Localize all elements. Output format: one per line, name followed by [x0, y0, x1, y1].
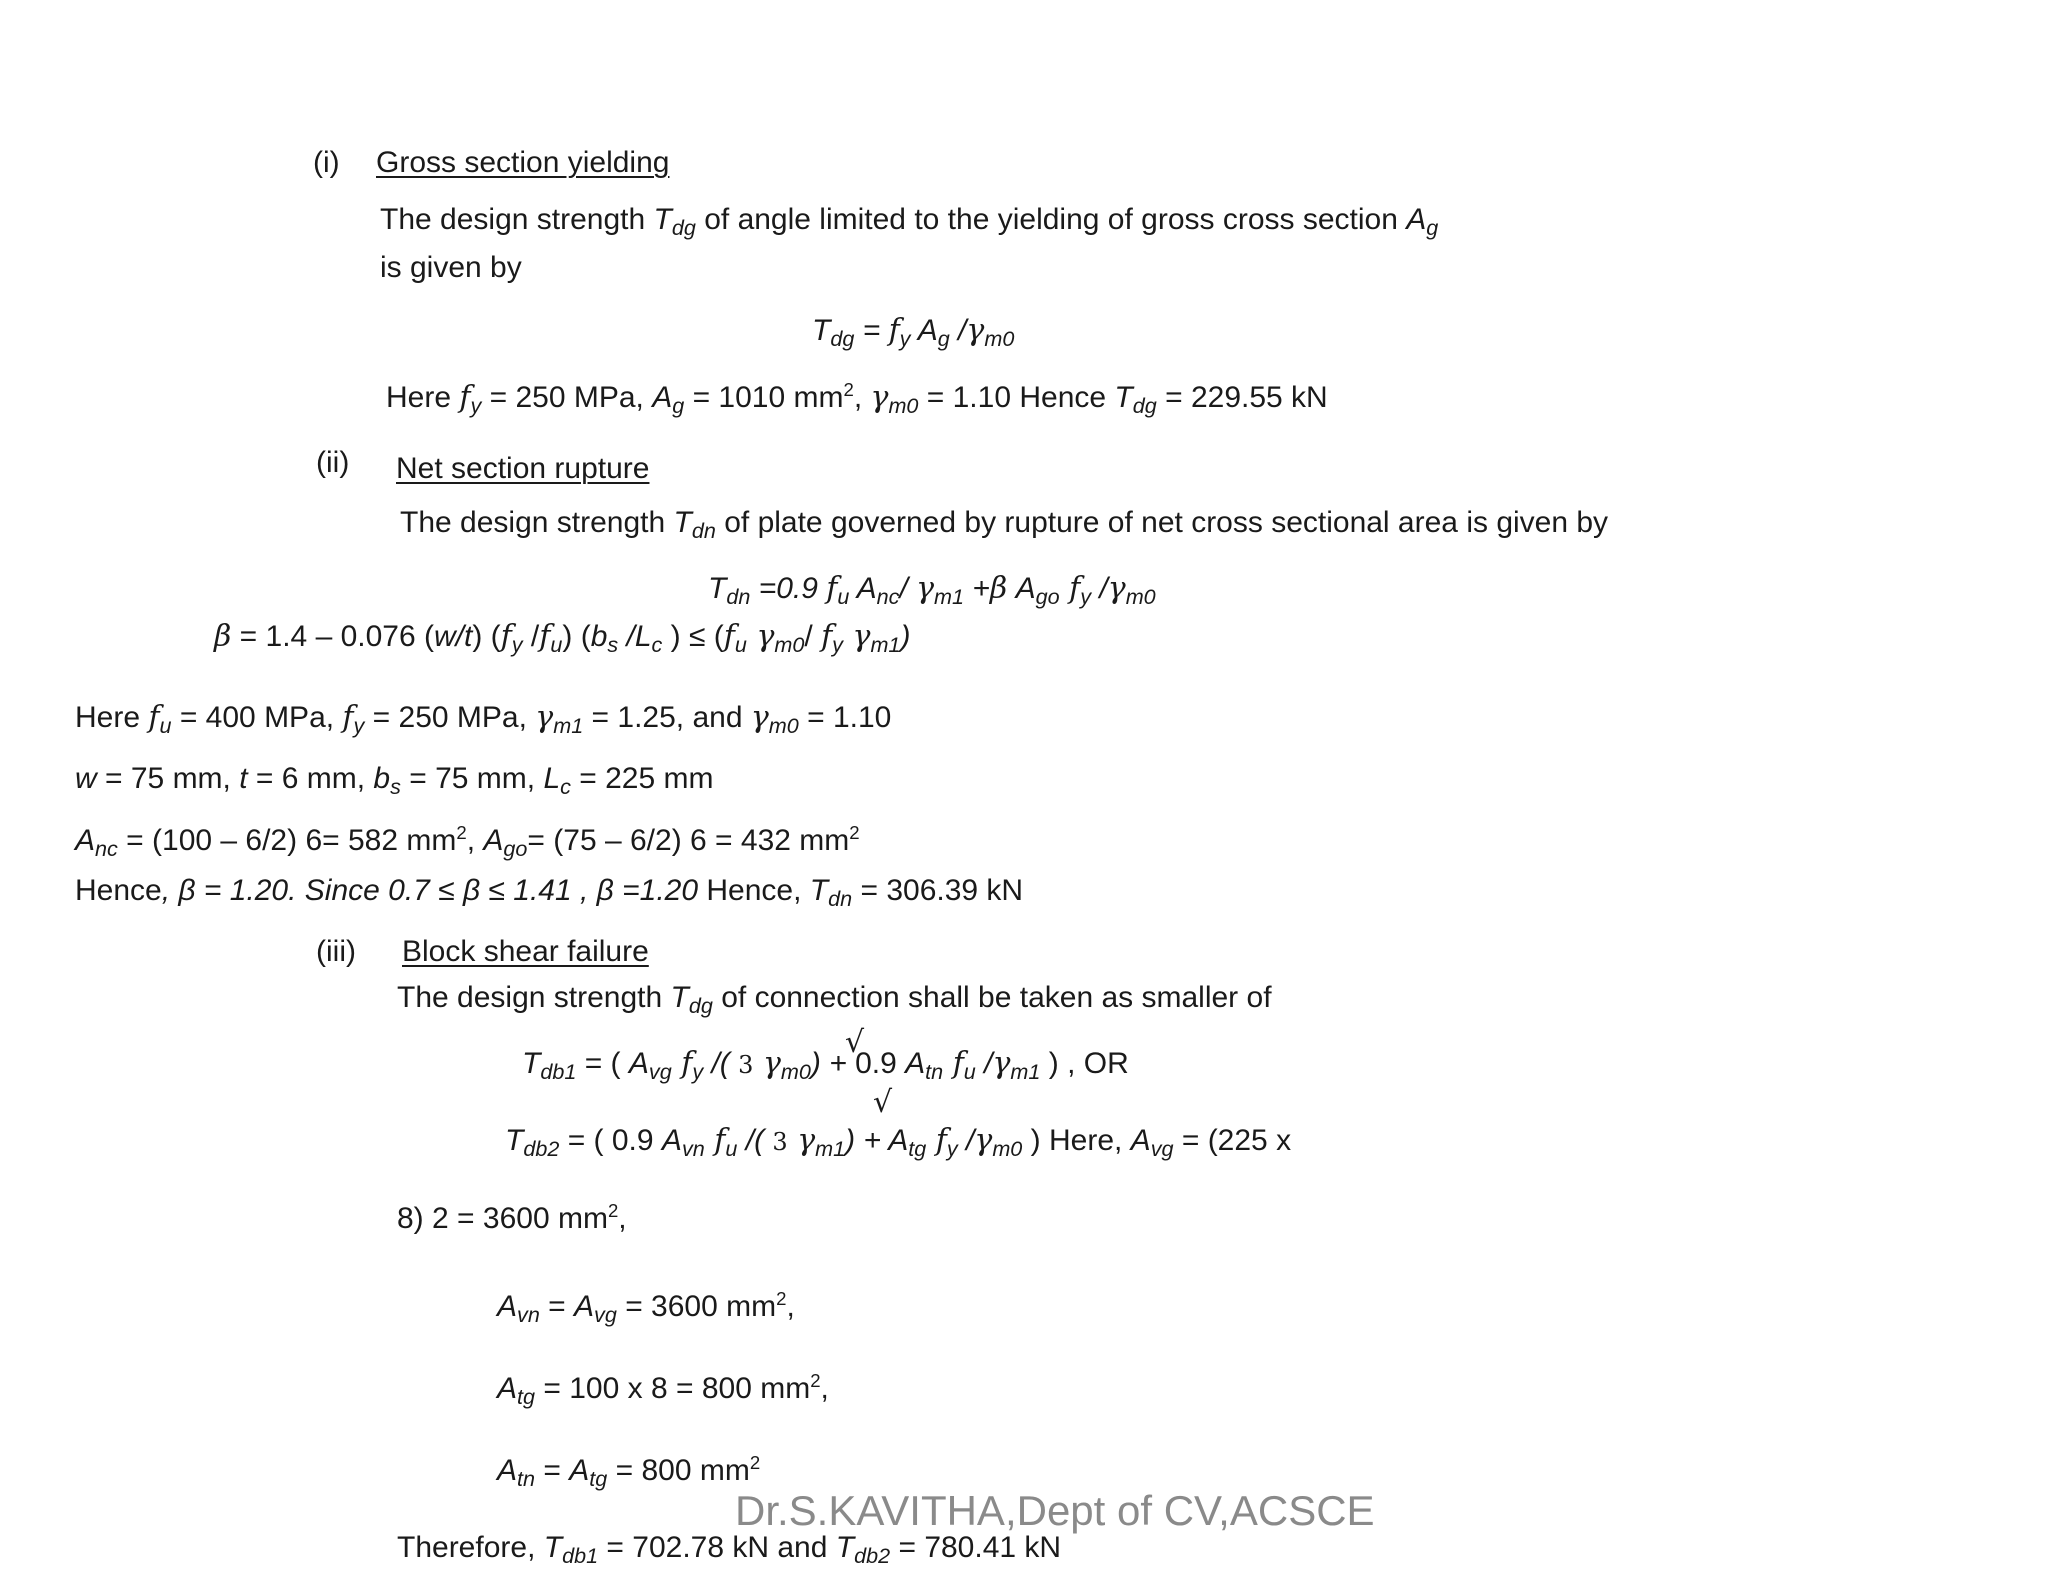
sup: 2 — [843, 378, 854, 400]
paragraph-line — [400, 506, 1609, 544]
text: = 6 mm, — [247, 762, 374, 795]
sym: γ — [966, 313, 985, 348]
sym: T — [835, 1531, 855, 1564]
sub: s — [390, 774, 401, 800]
text: = 1.4 – 0.076 ( — [231, 620, 434, 653]
sym: A — [497, 1454, 518, 1487]
sub: y — [946, 1136, 958, 1162]
text: , — [786, 1290, 795, 1323]
sym: T — [505, 1124, 524, 1157]
sub: dg — [688, 993, 713, 1019]
text: = 702.78 kN and — [598, 1531, 836, 1564]
sub: vg — [648, 1059, 672, 1085]
text: , — [820, 1372, 829, 1405]
text: = 100 x 8 = 800 mm — [535, 1372, 811, 1405]
sym: T — [1114, 381, 1133, 414]
sub: db2 — [523, 1136, 560, 1162]
sub: y — [353, 713, 365, 739]
sub: m1 — [815, 1136, 846, 1162]
sub: g — [672, 393, 685, 419]
sym: γ — [746, 619, 775, 654]
text: = 229.55 kN — [1156, 381, 1328, 414]
sub: m1 — [1010, 1059, 1041, 1085]
sym: f — [926, 1123, 947, 1158]
text: Hence, — [698, 874, 810, 907]
sub: tn — [517, 1466, 536, 1492]
text: The design strength — [400, 506, 674, 539]
footer-author: Dr.S.KAVITHA,Dept of CV,ACSCE — [735, 1487, 1375, 1534]
sym: A — [574, 1290, 595, 1323]
sub: go — [503, 836, 528, 862]
text: + — [964, 572, 990, 605]
text: , — [853, 381, 871, 414]
sym: γ — [535, 700, 554, 735]
sup: 2 — [749, 1451, 761, 1473]
sym: f — [539, 619, 551, 654]
sym: A — [888, 1124, 909, 1157]
sqrt-symbol: √ — [873, 1085, 893, 1120]
sym: b — [590, 620, 608, 653]
symbol-tdg — [670, 981, 713, 1019]
sym: T — [670, 981, 689, 1014]
sym: f — [1059, 571, 1081, 606]
text: 8) 2 = 3600 mm — [397, 1202, 608, 1235]
section-heading-net-rupture: Net section rupture — [396, 452, 650, 485]
paragraph-line — [397, 981, 1272, 1019]
text: / — [957, 1124, 975, 1157]
sub: s — [607, 632, 619, 658]
sym: A — [497, 1290, 518, 1323]
formula-tdg — [812, 313, 1015, 352]
formula-tdn — [708, 571, 1156, 610]
text: , — [618, 1202, 627, 1235]
sub: dg — [830, 326, 855, 352]
sub: y — [899, 326, 911, 352]
sub: go — [1035, 584, 1060, 610]
sqrt-symbol: √ — [845, 1025, 865, 1060]
text: Therefore, — [397, 1531, 544, 1564]
sym: T — [673, 506, 692, 539]
text: =0.9 — [750, 572, 827, 605]
text: of angle limited to the yielding of gross cross section — [695, 203, 1407, 236]
sym: T — [543, 1531, 563, 1564]
area-line — [75, 821, 860, 862]
sub: m1 — [870, 632, 901, 658]
text: Here — [75, 701, 149, 734]
sub: u — [725, 1136, 738, 1162]
sub: g — [1426, 215, 1439, 241]
sym: f — [723, 619, 735, 654]
sym: γ — [992, 1046, 1011, 1081]
text: = — [535, 1454, 570, 1487]
sub: vg — [1150, 1136, 1174, 1162]
sym: w — [75, 762, 97, 795]
text: = (100 – 6/2) 6= 582 mm — [117, 824, 457, 857]
sub: m0 — [774, 632, 805, 658]
sym: A — [1007, 572, 1036, 605]
text: ) — [900, 620, 911, 653]
section-number-iii: (iii) — [316, 935, 356, 968]
sub: u — [550, 632, 563, 658]
calc-line — [397, 1199, 627, 1235]
text: = 800 mm — [607, 1454, 750, 1487]
text: = 1010 mm — [684, 381, 844, 414]
sub: g — [937, 326, 950, 352]
sup: 2 — [849, 821, 860, 843]
sym: A — [849, 572, 877, 605]
sup: 2 — [776, 1287, 787, 1309]
text: = 1.10 Hence — [918, 381, 1115, 414]
sub: dn — [828, 886, 853, 912]
sub: db1 — [562, 1543, 599, 1569]
sym: f — [943, 1046, 964, 1081]
sub: vg — [594, 1302, 617, 1328]
text: = 1.10 — [798, 701, 892, 734]
formula-tdb1 — [522, 1046, 1129, 1085]
sub: tg — [908, 1136, 927, 1162]
sub: db1 — [540, 1059, 577, 1085]
radicand: 3 — [772, 1128, 788, 1156]
sub: y — [692, 1059, 704, 1085]
result-line-iii — [397, 1531, 1062, 1569]
sub: m1 — [553, 713, 584, 739]
sym: T — [522, 1047, 541, 1080]
sym: f — [821, 619, 833, 654]
sub: u — [159, 713, 172, 739]
sym: γ — [750, 700, 769, 735]
sub: dg — [671, 215, 696, 241]
sym: γ — [753, 1046, 781, 1081]
paragraph-line: is given by — [380, 251, 522, 284]
sym: f — [671, 1046, 693, 1081]
sym: T — [809, 874, 829, 907]
sym: γ — [787, 1123, 816, 1158]
sub: nc — [95, 836, 118, 862]
text: = 3600 mm — [616, 1290, 777, 1323]
formula-beta — [214, 619, 911, 658]
text: /( — [737, 1124, 773, 1157]
text: The design strength — [380, 203, 654, 236]
paragraph-line — [380, 203, 1439, 241]
section-number-i: (i) — [313, 146, 340, 179]
text: = (225 x — [1173, 1124, 1292, 1157]
sub: dg — [1132, 393, 1157, 419]
sym: A — [661, 1124, 682, 1157]
text: / — [899, 572, 917, 605]
sub: m1 — [934, 584, 965, 610]
sup: 2 — [810, 1369, 821, 1391]
text: ) ( — [472, 620, 501, 653]
text: The design strength — [397, 981, 671, 1014]
formula-tdb2 — [505, 1123, 1292, 1162]
sym: f — [148, 700, 160, 735]
text: = 400 MPa, — [171, 701, 343, 734]
sup: 2 — [607, 1199, 619, 1221]
sub: y — [1080, 584, 1092, 610]
sub: u — [734, 632, 747, 658]
text: = ( 0.9 — [559, 1124, 662, 1157]
sub: m0 — [1125, 584, 1156, 610]
sym: A — [628, 1047, 649, 1080]
sym: f — [459, 380, 471, 415]
sub: y — [470, 393, 482, 419]
sym: f — [888, 313, 900, 348]
sub: c — [560, 774, 571, 800]
text: ) Here, — [1022, 1124, 1131, 1157]
calc-line-atg — [497, 1369, 829, 1410]
sym: f — [704, 1123, 726, 1158]
text: , — [466, 824, 484, 857]
sym: A — [905, 1047, 926, 1080]
sub: c — [651, 632, 663, 658]
sym: f — [826, 571, 838, 606]
given-values-i — [386, 378, 1328, 419]
text: ) + — [810, 1047, 856, 1080]
text: = 250 MPa, — [481, 381, 653, 414]
text: / — [1091, 572, 1108, 605]
sym: A — [75, 824, 96, 857]
section-heading-gross-yielding: Gross section yielding — [376, 146, 670, 179]
sub: u — [837, 584, 850, 610]
text: = — [539, 1290, 575, 1323]
sym: γ — [916, 571, 935, 606]
sub: tg — [517, 1384, 536, 1410]
text: = 1.25, and — [583, 701, 751, 734]
sup: 2 — [456, 821, 467, 843]
text: of connection shall be taken as smaller of — [712, 981, 1272, 1014]
section-number-ii: (ii) — [316, 446, 350, 479]
sub: m0 — [768, 713, 799, 739]
sym: t — [239, 762, 248, 795]
calc-line-atn — [497, 1451, 761, 1492]
symbol-ag — [1406, 203, 1439, 241]
sym: γ — [974, 1123, 993, 1158]
sym: T — [708, 572, 727, 605]
text: Hence — [75, 874, 162, 907]
text: of plate governed by rupture of net cross sectional area is given by — [715, 506, 1609, 539]
sym: f — [342, 700, 354, 735]
text: / — [949, 314, 967, 347]
result-line-ii — [75, 874, 1024, 912]
text: = 306.39 kN — [852, 874, 1024, 907]
text: ) , OR — [1040, 1047, 1129, 1080]
sub: m0 — [984, 326, 1015, 352]
text: / — [804, 620, 822, 653]
text: = (75 – 6/2) 6 = 432 mm — [527, 824, 850, 857]
sym: γ — [870, 380, 889, 415]
text: = 225 mm — [570, 762, 714, 795]
sym: γ — [842, 619, 871, 654]
symbol-tdn — [673, 506, 716, 544]
sym: γ — [1107, 571, 1126, 606]
sym: A — [1406, 203, 1427, 236]
calc-line-avn — [497, 1287, 795, 1328]
sub: dn — [691, 518, 716, 544]
sub: u — [963, 1059, 976, 1085]
text: ) ≤ ( — [662, 620, 724, 653]
sym: f — [500, 619, 512, 654]
text: = 250 MPa, — [364, 701, 536, 734]
sym: b — [373, 762, 391, 795]
sub: nc — [876, 584, 900, 610]
sub: vn — [681, 1136, 705, 1162]
text: = ( — [576, 1047, 629, 1080]
text: = 75 mm, — [96, 762, 240, 795]
sub: m0 — [780, 1059, 811, 1085]
text: / — [975, 1047, 993, 1080]
text: ) ( — [562, 620, 591, 653]
sub: vn — [517, 1302, 540, 1328]
sym: A — [569, 1454, 590, 1487]
text: Here — [386, 381, 460, 414]
radicand: 3 — [738, 1051, 754, 1079]
sym: A — [1130, 1124, 1151, 1157]
sub: db2 — [854, 1543, 891, 1569]
sub: dn — [726, 584, 751, 610]
sym: w/t — [434, 620, 473, 653]
section-heading-block-shear: Block shear failure — [402, 935, 649, 968]
sub: m0 — [888, 393, 919, 419]
sub: tn — [925, 1059, 944, 1085]
text: /( — [703, 1047, 739, 1080]
text: = — [854, 314, 889, 347]
symbol-tdg — [653, 203, 696, 241]
sub: y — [832, 632, 843, 658]
sym: A — [910, 314, 938, 347]
sym: A — [497, 1372, 518, 1405]
given-values-ii — [75, 700, 892, 739]
sym: /L — [618, 620, 652, 653]
sym: β — [214, 619, 232, 654]
sub: m0 — [992, 1136, 1023, 1162]
text: ) + — [845, 1124, 889, 1157]
text: / — [522, 620, 540, 653]
sym: T — [653, 203, 672, 236]
sym: T — [812, 314, 831, 347]
sym: A — [483, 824, 504, 857]
sym: L — [543, 762, 561, 795]
sym: β — [989, 571, 1008, 606]
text: , β = 1.20. Since 0.7 ≤ β ≤ 1.41 , β =1.20 — [161, 874, 699, 907]
text: 0.9 — [855, 1047, 906, 1080]
sub: y — [511, 632, 523, 658]
sub: tg — [589, 1466, 608, 1492]
sym: A — [652, 381, 673, 414]
dimensions-line — [75, 762, 714, 800]
text: = 75 mm, — [400, 762, 544, 795]
text: = 780.41 kN — [890, 1531, 1062, 1564]
